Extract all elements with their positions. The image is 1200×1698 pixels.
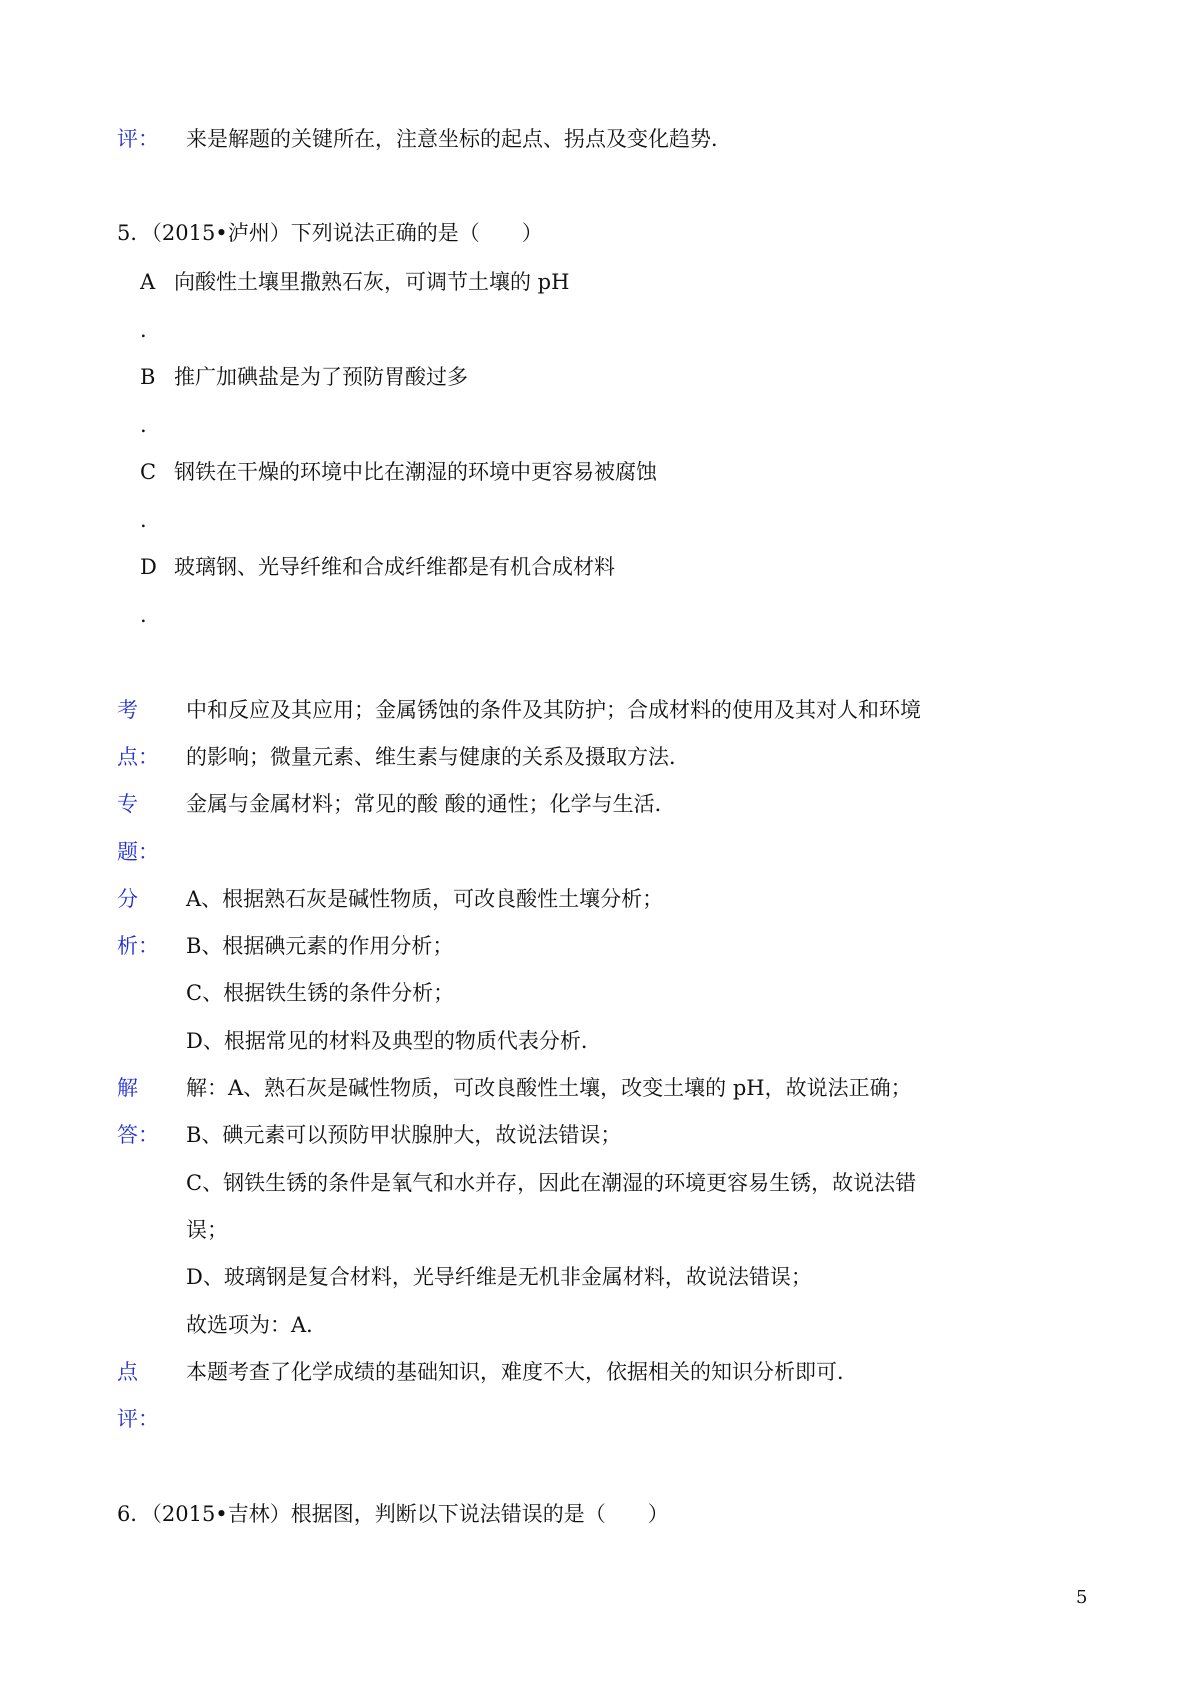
kaodian-label-1: 考 [117,698,138,722]
option-a-letter: A [140,270,156,294]
kaodian-line-1: 中和反应及其应用；金属锈蚀的条件及其防护；合成材料的使用及其对人和环境 [186,698,921,722]
jieda-label-2: 答： [117,1123,159,1147]
fenxi-label-2: 析： [117,934,159,958]
dianping-line-1: 本题考查了化学成绩的基础知识，难度不大，依据相关的知识分析即可． [186,1360,858,1384]
page-number: 5 [1076,1587,1088,1608]
jieda-line-5: D、玻璃钢是复合材料，光导纤维是无机非金属材料，故说法错误； [186,1265,812,1289]
jieda-line-4: 误； [186,1218,228,1242]
fenxi-label-1: 分 [117,887,138,911]
option-c-letter: C [140,460,157,484]
option-a-dot: . [140,318,147,342]
option-a-text: 向酸性土壤里撒熟石灰，可调节土壤的 pH [174,270,570,294]
option-b-letter: B [140,365,156,389]
option-c-dot: . [140,508,147,532]
fenxi-line-1: A、根据熟石灰是碱性物质，可改良酸性土壤分析； [186,887,664,911]
fenxi-line-2: B、根据碘元素的作用分析； [186,934,454,958]
jieda-line-1: 解：A、熟石灰是碱性物质，可改良酸性土壤，改变土壤的 pH，故说法正确； [186,1076,912,1100]
kaodian-line-2: 的影响；微量元素、维生素与健康的关系及摄取方法． [186,745,690,769]
option-b-text: 推广加碘盐是为了预防胃酸过多 [174,365,468,389]
dianping-label-2: 评： [117,1407,159,1431]
fenxi-line-3: C、根据铁生锈的条件分析； [186,981,455,1005]
kaodian-label-2: 点： [117,745,159,769]
option-b-dot: . [140,413,147,437]
dianping-label-1: 点 [117,1360,138,1384]
jieda-line-3: C、钢铁生锈的条件是氧气和水并存，因此在潮湿的环境更容易生锈，故说法错 [186,1171,917,1195]
zhuanti-line-1: 金属与金属材料；常见的酸 酸的通性；化学与生活． [186,792,676,816]
option-d-letter: D [140,555,157,579]
option-c-text: 钢铁在干燥的环境中比在潮湿的环境中更容易被腐蚀 [174,460,657,484]
option-d-dot: . [140,603,147,627]
question-5-stem: 5．（2015•泸州）下列说法正确的是（ ） [117,221,543,245]
review-text: 来是解题的关键所在，注意坐标的起点、拐点及变化趋势． [186,127,732,151]
zhuanti-label-1: 专 [117,792,138,816]
zhuanti-label-2: 题： [117,840,159,864]
option-d-text: 玻璃钢、光导纤维和合成纤维都是有机合成材料 [174,555,615,579]
jieda-label-1: 解 [117,1076,138,1100]
fenxi-line-4: D、根据常见的材料及典型的物质代表分析． [186,1029,602,1053]
jieda-line-6: 故选项为：A． [186,1313,328,1337]
question-6-stem: 6．（2015•吉林）根据图，判断以下说法错误的是（ ） [117,1502,669,1526]
review-label: 评： [117,127,159,151]
jieda-line-2: B、碘元素可以预防甲状腺肿大，故说法错误； [186,1123,622,1147]
